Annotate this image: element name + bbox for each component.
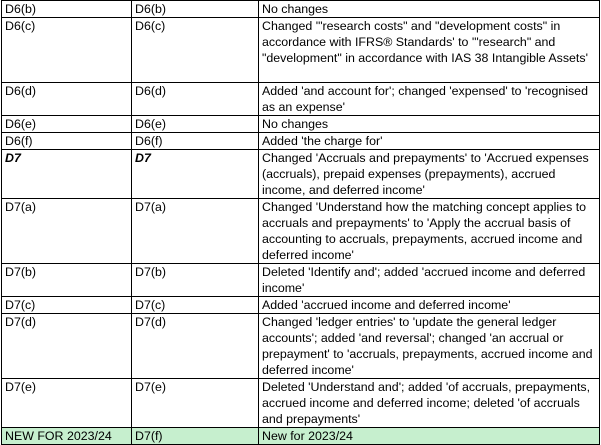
table-row <box>2 116 600 133</box>
old-code-cell: D7(c) <box>2 297 132 314</box>
change-description-cell: Changed 'ledger entries' to 'update the general ledger accounts'; added 'and reversal'; changed 'an accrual or prepayment' to 'accruals, prepayments, accrued income and deferred income' <box>259 314 600 379</box>
change-description-cell: No changes <box>259 116 600 133</box>
old-code-cell: D6(c) <box>2 18 132 83</box>
old-code-cell: D6(b) <box>2 1 132 18</box>
new-code-cell: D7(a) <box>132 199 259 264</box>
old-code-cell: D7(d) <box>2 314 132 379</box>
change-description-cell: Deleted 'Understand and'; added 'of accruals, prepayments, accrued income and deferred income; deleted 'of accruals and prepayments' <box>259 379 600 428</box>
table-row <box>2 18 600 83</box>
change-description-cell: Changed 'Understand how the matching concept applies to accruals and prepayments' to 'Apply the accrual basis of accounting to accruals, prepayments, accrued income and deferred income' <box>259 199 600 264</box>
change-description-cell: Added 'accrued income and deferred income' <box>259 297 600 314</box>
old-code-cell: D7(e) <box>2 379 132 428</box>
new-code-cell: D7 <box>132 150 259 199</box>
syllabus-changes-table <box>1 0 600 445</box>
new-code-cell: D6(b) <box>132 1 259 18</box>
table-row <box>2 264 600 297</box>
table-row <box>2 83 600 116</box>
new-code-cell: D7(e) <box>132 379 259 428</box>
change-description-cell: Added 'the charge for' <box>259 133 600 150</box>
old-code-cell: NEW FOR 2023/24 <box>2 428 132 445</box>
new-code-cell: D6(c) <box>132 18 259 83</box>
table-row <box>2 379 600 428</box>
old-code-cell: D6(e) <box>2 116 132 133</box>
new-code-cell: D6(d) <box>132 83 259 116</box>
change-description-cell: Changed 'Accruals and prepayments' to 'Accrued expenses (accruals), prepaid expenses (prepayments), accrued income, and deferred income' <box>259 150 600 199</box>
new-code-cell: D6(e) <box>132 116 259 133</box>
old-code-cell: D7(b) <box>2 264 132 297</box>
change-description-cell: Added 'and account for'; changed 'expensed' to 'recognised as an expense' <box>259 83 600 116</box>
change-description-cell: New for 2023/24 <box>259 428 600 445</box>
table-row <box>2 314 600 379</box>
table-row <box>2 1 600 18</box>
old-code-cell: D7 <box>2 150 132 199</box>
old-code-cell: D6(f) <box>2 133 132 150</box>
table-row-new <box>2 428 600 445</box>
new-code-cell: D6(f) <box>132 133 259 150</box>
old-code-cell: D6(d) <box>2 83 132 116</box>
table-row <box>2 199 600 264</box>
change-description-cell: Deleted 'Identify and'; added 'accrued income and deferred income' <box>259 264 600 297</box>
new-code-cell: D7(d) <box>132 314 259 379</box>
table-row <box>2 133 600 150</box>
change-description-cell: No changes <box>259 1 600 18</box>
new-code-cell: D7(c) <box>132 297 259 314</box>
new-code-cell: D7(b) <box>132 264 259 297</box>
change-description-cell: Changed '"research costs" and "development costs" in accordance with IFRS® Standards' to '"research" and "development" in accordance with IAS 38 Intangible Assets' <box>259 18 600 83</box>
old-code-cell: D7(a) <box>2 199 132 264</box>
table-row <box>2 150 600 199</box>
new-code-cell: D7(f) <box>132 428 259 445</box>
table-row <box>2 297 600 314</box>
